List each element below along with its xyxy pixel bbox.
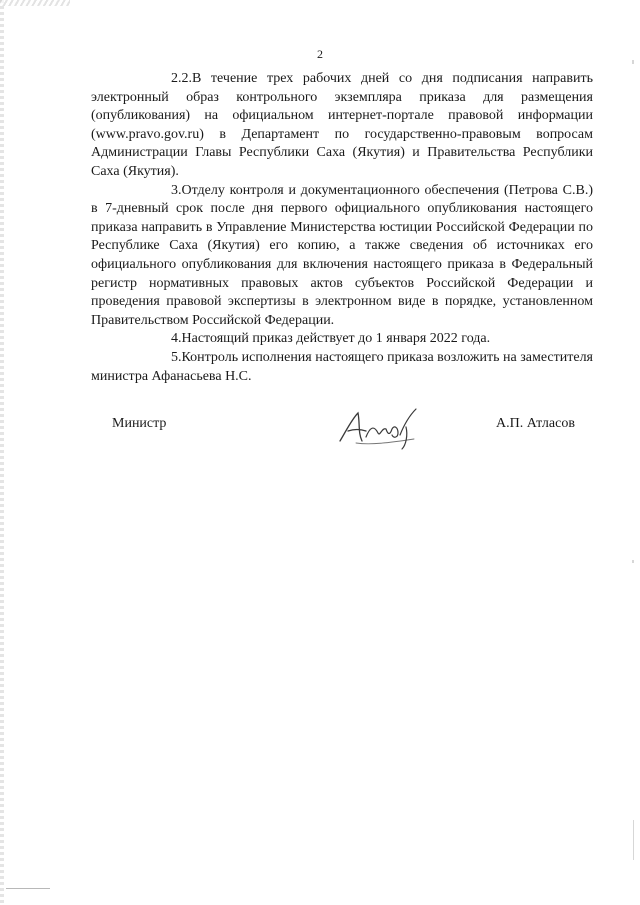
- scan-speck: [632, 560, 634, 563]
- paragraph-2-2: [91, 70, 593, 182]
- page-number: 2: [317, 47, 323, 61]
- scan-top-corner: [0, 0, 70, 6]
- paragraph-text: В течение трех рабочих дней со дня подписания направить электронный образ контрольного экземпляра приказа для размещения (опубликования) на официальном интернет-портале правовой информации (www.pravo.gov.ru) в Департамент по государственно-правовым вопросам Администрации Главы Республики Саха (Якутия) и Правительства Республики Саха (Якутия).: [91, 71, 593, 179]
- paragraph-3: [91, 182, 593, 331]
- signer-name: А.П. Атласов: [496, 416, 575, 431]
- paragraph-text: Контроль исполнения настоящего приказа возложить на заместителя министра Афанасьева Н.С.: [91, 349, 593, 384]
- paragraph-number: 5.: [171, 349, 182, 365]
- paragraph-number: 4.: [171, 331, 182, 347]
- handwritten-signature-icon: [336, 405, 426, 451]
- paragraph-4: [91, 330, 593, 349]
- scan-bottom-line: [6, 888, 50, 889]
- paragraph-number: 3.: [171, 182, 182, 198]
- signature-block: [0, 413, 640, 453]
- signer-title: Министр: [112, 416, 167, 431]
- paragraph-text: Отделу контроля и документационного обеспечения (Петрова С.В.) в 7-дневный срок после дня первого официального опубликования настоящего приказа направить в Управление Министерства юстиции Российской Федерации по Республике Саха (Якутия) его копию, а также сведения об источниках его официального опубликования для включения настоящего приказа в Федеральный регистр нормативных правовых актов субъектов Российской Федерации и проведения правовой экспертизы в электронном виде в порядке, установленном Правительством Российской Федерации.: [91, 182, 593, 328]
- paragraph-text: Настоящий приказ действует до 1 января 2022 года.: [181, 331, 491, 347]
- paragraph-number: 2.2.: [171, 71, 192, 86]
- document-body: [91, 70, 593, 386]
- scan-speck: [633, 820, 634, 860]
- paragraph-5: [91, 349, 593, 386]
